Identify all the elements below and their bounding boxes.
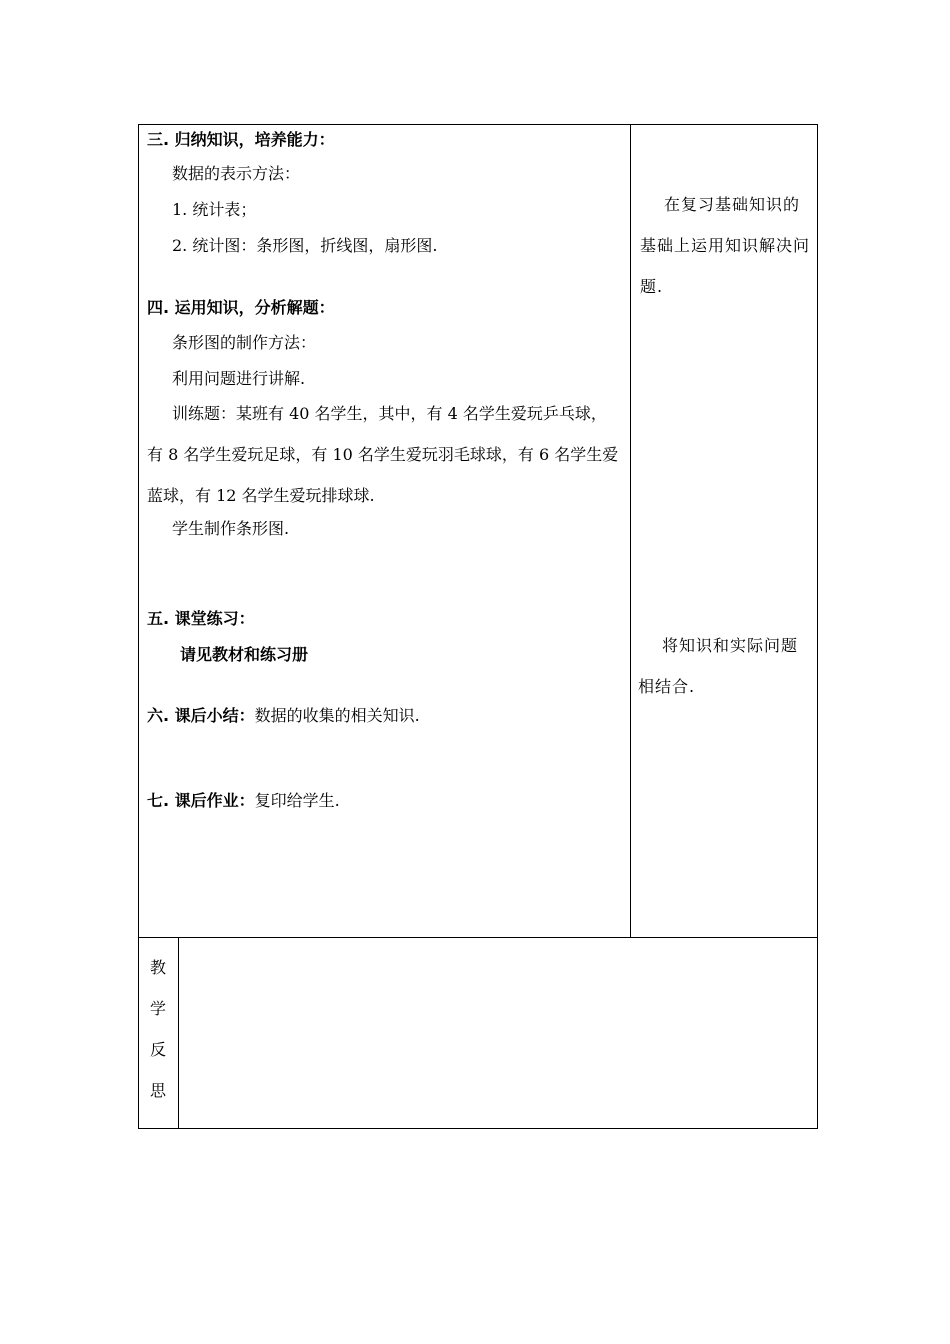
row-divider — [138, 937, 818, 938]
side-note-2-line-1: 将知识和实际问题 — [662, 636, 799, 655]
reflection-divider — [178, 937, 179, 1129]
section-4-exercise-2: 有 8 名学生爱玩足球，有 10 名学生爱玩羽毛球球，有 6 名学生爱 — [147, 445, 619, 464]
section-3-intro: 数据的表示方法： — [172, 164, 301, 183]
reflection-label-char-4: 思 — [150, 1081, 167, 1100]
reflection-label-char-1: 教 — [150, 958, 167, 977]
side-note-1-line-2: 基础上运用知识解决问 — [640, 236, 811, 255]
section-7-text: 复印给学生. — [254, 791, 340, 810]
section-6-heading: 六. 课后小结： — [147, 706, 255, 725]
section-5-line-1: 请见教材和练习册 — [180, 645, 309, 664]
section-4-heading: 四. 运用知识，分析解题： — [147, 298, 335, 317]
section-3-item-2: 2. 统计图：条形图，折线图，扇形图. — [172, 236, 438, 255]
section-4-exercise-1: 训练题：某班有 40 名学生，其中，有 4 名学生爱玩乒乓球， — [172, 404, 607, 423]
section-4-line-2: 利用问题进行讲解. — [172, 369, 306, 388]
section-6 — [147, 706, 420, 726]
section-7 — [147, 791, 340, 811]
section-3-item-1: 1. 统计表； — [172, 200, 257, 219]
section-4-line-1: 条形图的制作方法： — [172, 333, 317, 352]
section-3-heading: 三. 归纳知识，培养能力： — [147, 130, 335, 149]
side-note-1-line-1: 在复习基础知识的 — [664, 195, 801, 214]
section-6-text: 数据的收集的相关知识. — [254, 706, 420, 725]
section-5-heading: 五. 课堂练习： — [147, 609, 255, 628]
section-4-task: 学生制作条形图. — [172, 519, 290, 538]
side-note-2-line-2: 相结合. — [638, 677, 696, 696]
reflection-content-area[interactable] — [180, 939, 816, 1127]
reflection-label-char-2: 学 — [150, 999, 167, 1018]
reflection-label-char-3: 反 — [150, 1040, 167, 1059]
column-divider — [630, 124, 631, 938]
section-4-exercise-3: 蓝球，有 12 名学生爱玩排球球. — [147, 486, 375, 505]
section-7-heading: 七. 课后作业： — [147, 791, 255, 810]
side-note-1-line-3: 题. — [640, 277, 664, 296]
